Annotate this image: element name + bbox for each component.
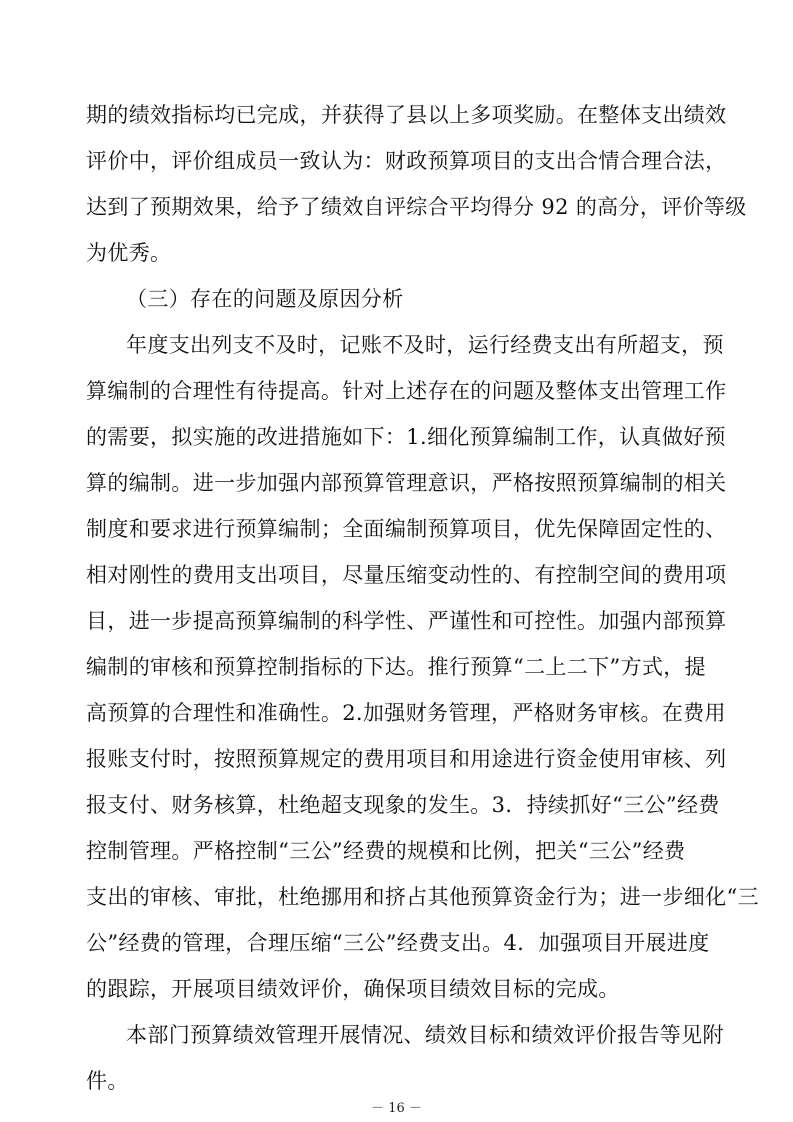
text-line-19: 公”经费的管理，合理压缩“三公”经费支出。4．加强项目开展进度 [86, 931, 710, 955]
text-line-14: 高预算的合理性和准确性。2.加强财务管理，严格财务审核。在费用 [86, 701, 726, 725]
closing-paragraph-end: 件。 [86, 1069, 129, 1093]
text-line-16: 报支付、财务核算，杜绝超支现象的发生。3．持续抓好“三公”经费 [86, 793, 720, 817]
text-line-4: 为优秀。 [86, 241, 172, 265]
paragraph-start: 年度支出列支不及时，记账不及时，运行经费支出有所超支，预 [126, 333, 724, 357]
text-line-9: 算的编制。进一步加强内部预算管理意识，严格按照预算编制的相关 [86, 471, 727, 495]
text-line-1: 期的绩效指标均已完成，并获得了县以上多项奖励。在整体支出绩效 [86, 103, 727, 127]
text-line-18: 支出的审核、审批，杜绝挪用和挤占其他预算资金行为；进一步细化“三 [86, 885, 759, 909]
section-heading: （三）存在的问题及原因分析 [126, 287, 404, 311]
text-line-7: 算编制的合理性有待提高。针对上述存在的问题及整体支出管理工作 [86, 379, 727, 403]
text-line-2: 评价中，评价组成员一致认为：财政预算项目的支出合情合理合法， [86, 149, 727, 173]
text-line-15: 报账支付时，按照预算规定的费用项目和用途进行资金使用审核、列 [86, 747, 727, 771]
text-line-17: 控制管理。严格控制“三公”经费的规模和比例，把关“三公”经费 [86, 839, 686, 863]
closing-paragraph-start: 本部门预算绩效管理开展情况、绩效目标和绩效评价报告等见附 [126, 1023, 724, 1047]
text-line-10: 制度和要求进行预算编制；全面编制预算项目，优先保障固定性的、 [86, 517, 727, 541]
text-line-13: 编制的审核和预算控制指标的下达。推行预算“二上二下”方式，提 [86, 655, 706, 679]
text-line-11: 相对刚性的费用支出项目，尽量压缩变动性的、有控制空间的费用项 [86, 563, 727, 587]
text-line-20: 的跟踪，开展项目绩效评价，确保项目绩效目标的完成。 [86, 977, 620, 1001]
page-number: － 16 － [371, 1101, 422, 1116]
text-line-3: 达到了预期效果，给予了绩效自评综合平均得分 92 的高分，评价等级 [86, 195, 747, 219]
text-line-12: 目，进一步提高预算编制的科学性、严谨性和可控性。加强内部预算 [86, 609, 727, 633]
text-line-8: 的需要，拟实施的改进措施如下：1.细化预算编制工作，认真做好预 [86, 425, 726, 449]
